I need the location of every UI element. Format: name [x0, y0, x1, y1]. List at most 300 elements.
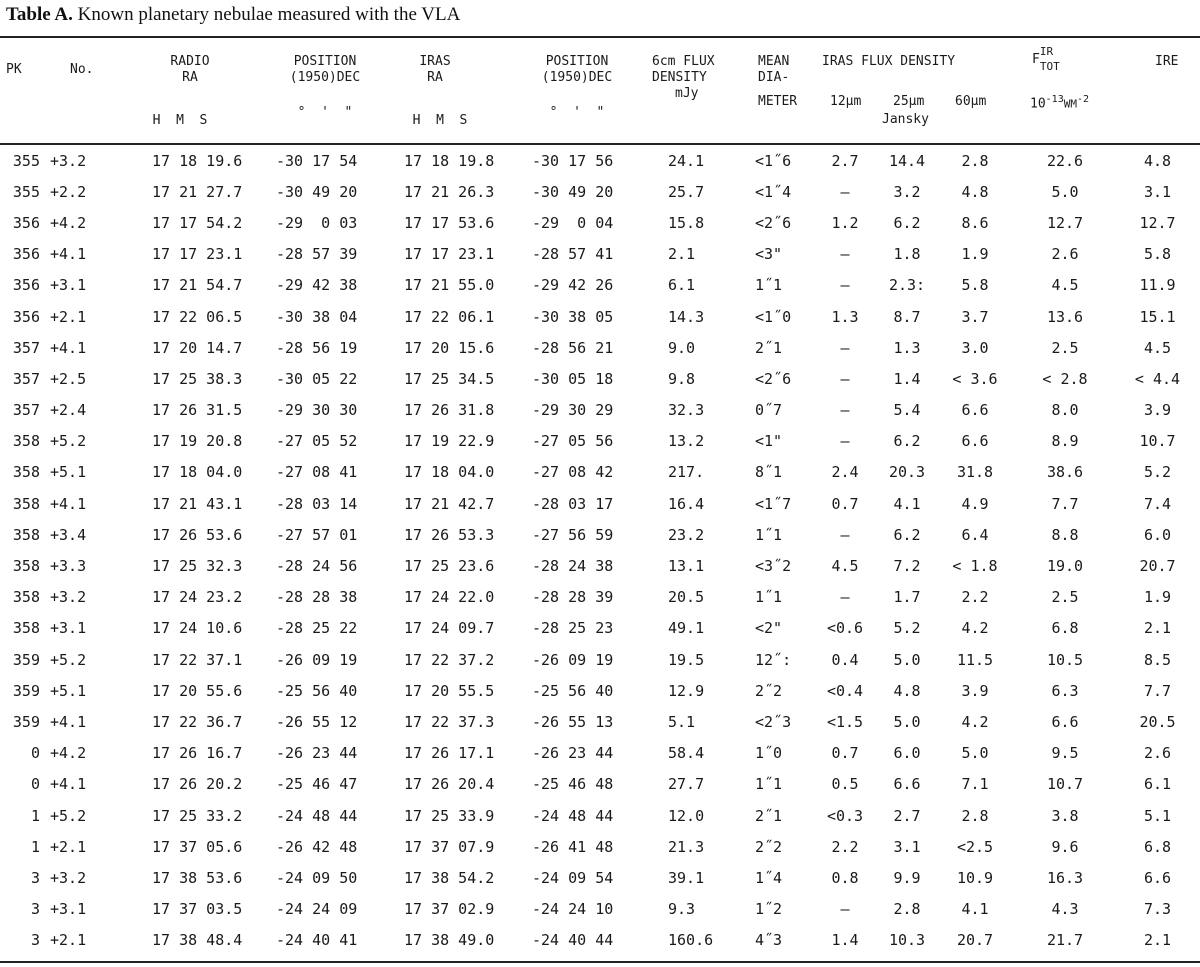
header-dia-3: METER [758, 94, 798, 109]
cell-ire: 6.8 [1143, 837, 1172, 856]
header-12um: 12μm [830, 94, 862, 109]
cell-pk: 0 [30, 744, 40, 763]
cell-flux-60um: 2.8 [961, 806, 989, 825]
cell-pk: 358 [12, 588, 40, 607]
cell-radio-ra: 17 20 55.6 [152, 681, 243, 700]
cell-ire: 11.9 [1139, 276, 1176, 295]
cell-iras-ra: 17 19 22.9 [404, 432, 495, 451]
cell-flux-25um: 8.7 [893, 307, 921, 326]
cell-number: +3.2 [50, 588, 87, 607]
header-ftot-unit-wm: WM [1063, 97, 1077, 111]
cell-ftot: 4.5 [1051, 276, 1079, 295]
cell-diameter: 1˝1 [755, 588, 783, 607]
table-row [0, 862, 1200, 893]
cell-ftot: 10.5 [1046, 650, 1084, 669]
cell-radio-ra: 17 17 23.1 [152, 245, 243, 264]
cell-radio-dec: -28 28 38 [276, 588, 358, 607]
cell-flux-12um: – [840, 276, 850, 295]
cell-pk: 359 [12, 650, 40, 669]
cell-flux-12um: 0.7 [831, 494, 859, 513]
cell-diameter: 2˝1 [755, 338, 783, 357]
cell-flux-12um: – [840, 401, 850, 420]
cell-ftot: 38.6 [1046, 463, 1084, 482]
cell-radio-ra: 17 18 04.0 [152, 463, 243, 482]
header-ftot-sup: IR [1039, 45, 1054, 58]
cell-flux-25um: 6.2 [893, 213, 921, 232]
cell-iras-dec: -26 55 13 [532, 712, 614, 731]
header-pk: PK [6, 62, 22, 77]
header-iras-units: H M S [412, 113, 468, 128]
cell-flux-60um: < 3.6 [952, 369, 998, 388]
cell-radio-ra: 17 21 27.7 [152, 182, 243, 201]
cell-iras-ra: 17 22 37.2 [404, 650, 495, 669]
cell-ire: 20.5 [1139, 712, 1176, 731]
cell-iras-dec: -30 38 05 [532, 307, 614, 326]
header-pos2-1: POSITION [545, 54, 609, 69]
table-row [0, 675, 1200, 706]
cell-flux-60um: 4.8 [961, 182, 989, 201]
cell-flux-25um: 1.3 [893, 338, 921, 357]
cell-flux-60um: <2.5 [956, 837, 994, 856]
cell-diameter: 1˝1 [755, 775, 783, 794]
cell-iras-dec: -28 57 41 [532, 245, 614, 264]
cell-ire: 7.3 [1143, 900, 1172, 919]
cell-flux-12um: – [840, 525, 850, 544]
cell-iras-dec: -24 09 54 [532, 868, 614, 887]
cell-flux-25um: 9.9 [893, 868, 921, 887]
cell-ire: 6.6 [1143, 868, 1172, 887]
cell-iras-ra: 17 17 53.6 [404, 213, 495, 232]
cell-flux-12um: 1.2 [831, 213, 859, 232]
cell-flux-25um: 20.3 [888, 463, 926, 482]
cell-radio-ra: 17 22 37.1 [152, 650, 243, 669]
cell-diameter: <2" [755, 619, 783, 638]
cell-ftot: 7.7 [1051, 494, 1079, 513]
cell-diameter: 12˝: [755, 650, 792, 669]
cell-radio-dec: -25 56 40 [276, 681, 358, 700]
cell-radio-dec: -24 40 41 [276, 931, 358, 950]
cell-iras-dec: -29 30 29 [532, 401, 614, 420]
cell-iras-dec: -30 05 18 [532, 369, 614, 388]
header-radio-units: H M S [152, 113, 208, 128]
cell-radio-ra: 17 26 31.5 [152, 401, 243, 420]
cell-flux-12um: <0.6 [826, 619, 864, 638]
cell-number: +3.1 [50, 276, 87, 295]
cell-6cm-flux: 20.5 [668, 588, 705, 607]
header-no: No. [70, 62, 94, 77]
cell-flux-60um: 5.0 [961, 744, 989, 763]
table-row [0, 332, 1200, 363]
top-rule [0, 36, 1200, 38]
cell-pk: 358 [12, 525, 40, 544]
table-row [0, 550, 1200, 581]
cell-radio-dec: -26 09 19 [276, 650, 358, 669]
cell-flux-60um: 6.6 [961, 432, 989, 451]
table-caption [6, 4, 460, 26]
cell-pk: 358 [12, 494, 40, 513]
cell-pk: 356 [12, 213, 40, 232]
cell-radio-dec: -27 05 52 [276, 432, 358, 451]
cell-diameter: 8˝1 [755, 463, 783, 482]
cell-pk: 1 [30, 806, 40, 825]
cell-flux-12um: – [840, 245, 850, 264]
cell-flux-12um: 4.5 [831, 557, 859, 576]
cell-ftot: 9.6 [1051, 837, 1079, 856]
cell-ire: 7.4 [1143, 494, 1172, 513]
cell-number: +5.2 [50, 432, 87, 451]
cell-flux-60um: 3.9 [961, 681, 989, 700]
cell-radio-dec: -29 42 38 [276, 276, 358, 295]
cell-flux-12um: <0.3 [826, 806, 864, 825]
cell-ire: 5.1 [1143, 806, 1172, 825]
table-row [0, 270, 1200, 301]
cell-diameter: <2˝6 [755, 369, 792, 388]
cell-diameter: 0˝7 [755, 401, 783, 420]
table-row [0, 239, 1200, 270]
cell-radio-dec: -30 17 54 [276, 151, 358, 170]
cell-radio-ra: 17 26 53.6 [152, 525, 243, 544]
cell-radio-ra: 17 19 20.8 [152, 432, 243, 451]
cell-ire: 3.9 [1143, 401, 1172, 420]
cell-diameter: <1˝4 [755, 182, 792, 201]
cell-ftot: 21.7 [1046, 931, 1084, 950]
cell-iras-ra: 17 26 17.1 [404, 744, 495, 763]
cell-6cm-flux: 13.1 [668, 557, 705, 576]
cell-iras-dec: -24 24 10 [532, 900, 614, 919]
cell-diameter: 1˝2 [755, 900, 783, 919]
header-ftot-units [1030, 92, 1089, 112]
cell-number: +2.5 [50, 369, 87, 388]
cell-diameter: <3˝2 [755, 557, 792, 576]
cell-radio-ra: 17 37 05.6 [152, 837, 243, 856]
cell-ftot: 13.6 [1046, 307, 1084, 326]
cell-flux-60um: 4.2 [961, 712, 989, 731]
cell-flux-12um: 1.3 [831, 307, 859, 326]
header-ftot [1032, 45, 1060, 74]
cell-diameter: <2˝3 [755, 712, 792, 731]
cell-radio-dec: -29 30 30 [276, 401, 358, 420]
cell-number: +3.4 [50, 525, 87, 544]
cell-flux-12um: – [840, 182, 850, 201]
cell-flux-60um: 7.1 [961, 775, 989, 794]
cell-iras-ra: 17 37 07.9 [404, 837, 495, 856]
cell-number: +4.1 [50, 245, 87, 264]
header-flux-1: 6cm FLUX [652, 54, 715, 69]
cell-iras-dec: -28 24 38 [532, 557, 614, 576]
cell-flux-60um: 6.6 [961, 401, 989, 420]
table-row [0, 426, 1200, 457]
header-ftot-unit-base: 10 [1030, 96, 1046, 112]
cell-flux-12um: 1.4 [831, 931, 859, 950]
cell-iras-dec: -26 41 48 [532, 837, 614, 856]
cell-6cm-flux: 32.3 [668, 401, 705, 420]
cell-pk: 357 [12, 338, 40, 357]
cell-6cm-flux: 9.3 [668, 900, 696, 919]
cell-iras-dec: -27 56 59 [532, 525, 614, 544]
cell-radio-ra: 17 17 54.2 [152, 213, 243, 232]
cell-diameter: 2˝1 [755, 806, 783, 825]
cell-radio-ra: 17 26 20.2 [152, 775, 243, 794]
header-dia-1: MEAN [758, 54, 790, 69]
header-ftot-sub: TOT [1039, 60, 1060, 73]
header-ftot-unit-exp2: -2 [1076, 94, 1090, 105]
cell-ftot: 5.0 [1051, 182, 1079, 201]
cell-ire: 6.0 [1143, 525, 1172, 544]
data-table [0, 145, 1200, 956]
cell-number: +2.1 [50, 837, 87, 856]
table-row [0, 738, 1200, 769]
cell-flux-60um: 1.9 [961, 245, 989, 264]
cell-diameter: 1˝1 [755, 525, 783, 544]
header-dia-2: DIA- [758, 70, 790, 85]
cell-ftot: 8.0 [1051, 401, 1079, 420]
cell-flux-25um: 5.4 [893, 401, 921, 420]
cell-radio-dec: -29 0 03 [276, 213, 358, 232]
cell-iras-dec: -30 17 56 [532, 151, 614, 170]
cell-flux-12um: – [840, 588, 850, 607]
caption-text: Known planetary nebulae measured with the VLA [77, 4, 461, 25]
cell-flux-60um: 2.2 [961, 588, 989, 607]
cell-radio-dec: -28 57 39 [276, 245, 358, 264]
cell-iras-ra: 17 25 33.9 [404, 806, 495, 825]
cell-iras-ra: 17 18 19.8 [404, 151, 495, 170]
cell-iras-dec: -25 46 48 [532, 775, 614, 794]
cell-iras-dec: -24 48 44 [532, 806, 614, 825]
cell-number: +2.2 [50, 182, 87, 201]
cell-flux-12um: – [840, 900, 850, 919]
cell-flux-25um: 2.3: [888, 276, 926, 295]
cell-flux-25um: 6.2 [893, 432, 921, 451]
cell-iras-ra: 17 21 42.7 [404, 494, 495, 513]
table-row [0, 800, 1200, 831]
cell-iras-ra: 17 26 53.3 [404, 525, 495, 544]
cell-pk: 358 [12, 557, 40, 576]
cell-flux-60um: < 1.8 [952, 557, 998, 576]
cell-radio-dec: -24 48 44 [276, 806, 358, 825]
cell-pk: 359 [12, 681, 40, 700]
cell-ftot: < 2.8 [1042, 369, 1088, 388]
cell-iras-dec: -26 23 44 [532, 744, 614, 763]
cell-flux-25um: 7.2 [893, 557, 921, 576]
cell-ftot: 8.9 [1051, 432, 1079, 451]
header-iras-flux: IRAS FLUX DENSITY [822, 54, 956, 69]
cell-flux-25um: 3.1 [893, 837, 921, 856]
cell-diameter: <1˝6 [755, 151, 792, 170]
cell-flux-25um: 6.2 [893, 525, 921, 544]
cell-iras-dec: -27 08 42 [532, 463, 614, 482]
cell-diameter: <2˝6 [755, 213, 792, 232]
cell-ftot: 10.7 [1046, 775, 1084, 794]
cell-6cm-flux: 160.6 [668, 931, 714, 950]
cell-diameter: <1˝0 [755, 307, 792, 326]
cell-ire: 12.7 [1139, 213, 1176, 232]
cell-flux-12um: <1.5 [826, 712, 864, 731]
cell-ftot: 2.5 [1051, 338, 1079, 357]
table-row [0, 769, 1200, 800]
cell-iras-dec: -28 03 17 [532, 494, 614, 513]
cell-flux-12um: – [840, 338, 850, 357]
cell-ire: 7.7 [1143, 681, 1172, 700]
cell-6cm-flux: 19.5 [668, 650, 705, 669]
cell-ftot: 16.3 [1046, 868, 1084, 887]
table-row [0, 644, 1200, 675]
cell-number: +4.2 [50, 744, 87, 763]
cell-iras-dec: -28 28 39 [532, 588, 614, 607]
cell-radio-dec: -26 55 12 [276, 712, 358, 731]
cell-flux-25um: 1.4 [893, 369, 921, 388]
cell-radio-dec: -26 42 48 [276, 837, 358, 856]
cell-iras-ra: 17 26 20.4 [404, 775, 495, 794]
cell-flux-12um: 0.4 [831, 650, 859, 669]
cell-iras-dec: -26 09 19 [532, 650, 614, 669]
cell-iras-ra: 17 17 23.1 [404, 245, 495, 264]
header-radio-2: RA [182, 70, 198, 85]
cell-flux-12um: – [840, 432, 850, 451]
cell-number: +2.1 [50, 931, 87, 950]
table-row [0, 925, 1200, 956]
cell-pk: 1 [30, 837, 40, 856]
header-iras-1: IRAS [419, 54, 451, 69]
cell-6cm-flux: 58.4 [668, 744, 705, 763]
cell-6cm-flux: 15.8 [668, 213, 705, 232]
cell-flux-25um: 10.3 [888, 931, 926, 950]
cell-radio-dec: -24 09 50 [276, 868, 358, 887]
cell-flux-25um: 3.2 [893, 182, 921, 201]
cell-iras-ra: 17 20 55.5 [404, 681, 495, 700]
cell-pk: 358 [12, 619, 40, 638]
cell-pk: 358 [12, 463, 40, 482]
cell-radio-ra: 17 38 48.4 [152, 931, 243, 950]
cell-number: +2.4 [50, 401, 87, 420]
cell-iras-ra: 17 38 54.2 [404, 868, 495, 887]
table-row [0, 706, 1200, 737]
cell-ire: 2.6 [1143, 744, 1172, 763]
cell-number: +5.2 [50, 806, 87, 825]
cell-ire: 1.9 [1143, 588, 1172, 607]
cell-flux-12um: 0.5 [831, 775, 859, 794]
cell-ire: 2.1 [1143, 931, 1172, 950]
cell-ire: 5.8 [1143, 245, 1172, 264]
cell-ire: 10.7 [1139, 432, 1176, 451]
cell-ftot: 19.0 [1046, 557, 1084, 576]
cell-6cm-flux: 21.3 [668, 837, 705, 856]
cell-number: +5.1 [50, 463, 87, 482]
cell-flux-25um: 4.8 [893, 681, 921, 700]
cell-flux-25um: 2.8 [893, 900, 921, 919]
table-row [0, 582, 1200, 613]
cell-pk: 357 [12, 401, 40, 420]
cell-number: +3.1 [50, 900, 87, 919]
cell-pk: 3 [30, 868, 40, 887]
cell-pk: 3 [30, 900, 40, 919]
cell-6cm-flux: 27.7 [668, 775, 705, 794]
cell-radio-dec: -25 46 47 [276, 775, 358, 794]
cell-6cm-flux: 5.1 [668, 712, 696, 731]
cell-radio-dec: -28 56 19 [276, 338, 358, 357]
cell-flux-60um: 4.2 [961, 619, 989, 638]
cell-pk: 358 [12, 432, 40, 451]
cell-diameter: <1˝7 [755, 494, 792, 513]
cell-radio-ra: 17 24 23.2 [152, 588, 243, 607]
cell-flux-60um: 20.7 [956, 931, 994, 950]
cell-flux-60um: 11.5 [956, 650, 994, 669]
cell-ire: 6.1 [1143, 775, 1172, 794]
cell-radio-ra: 17 24 10.6 [152, 619, 243, 638]
cell-6cm-flux: 25.7 [668, 182, 705, 201]
cell-6cm-flux: 49.1 [668, 619, 705, 638]
cell-iras-ra: 17 21 55.0 [404, 276, 495, 295]
cell-6cm-flux: 14.3 [668, 307, 705, 326]
cell-diameter: <3" [755, 245, 783, 264]
cell-number: +2.1 [50, 307, 87, 326]
table-row [0, 831, 1200, 862]
cell-number: +4.2 [50, 213, 87, 232]
table-row [0, 363, 1200, 394]
cell-radio-dec: -26 23 44 [276, 744, 358, 763]
cell-flux-25um: 5.0 [893, 650, 921, 669]
header-pos1-units: ° ' " [297, 105, 353, 120]
cell-6cm-flux: 24.1 [668, 151, 705, 170]
cell-radio-ra: 17 21 43.1 [152, 494, 243, 513]
cell-flux-25um: 14.4 [888, 151, 926, 170]
cell-radio-ra: 17 22 06.5 [152, 307, 243, 326]
cell-iras-dec: -28 56 21 [532, 338, 614, 357]
cell-radio-dec: -30 38 04 [276, 307, 358, 326]
cell-pk: 357 [12, 369, 40, 388]
cell-flux-60um: 3.0 [961, 338, 989, 357]
cell-radio-dec: -30 05 22 [276, 369, 358, 388]
header-ftot-f: F [1032, 52, 1040, 67]
cell-radio-ra: 17 38 53.6 [152, 868, 243, 887]
cell-6cm-flux: 16.4 [668, 494, 705, 513]
cell-6cm-flux: 9.0 [668, 338, 696, 357]
header-ire: IRE [1155, 54, 1179, 69]
cell-pk: 3 [30, 931, 40, 950]
cell-radio-ra: 17 26 16.7 [152, 744, 243, 763]
cell-diameter: 4˝3 [755, 931, 783, 950]
cell-iras-ra: 17 20 15.6 [404, 338, 495, 357]
cell-flux-12um: 2.2 [831, 837, 859, 856]
cell-radio-dec: -27 57 01 [276, 525, 358, 544]
cell-number: +5.1 [50, 681, 87, 700]
cell-6cm-flux: 39.1 [668, 868, 705, 887]
cell-flux-60um: 10.9 [956, 868, 994, 887]
cell-6cm-flux: 6.1 [668, 276, 696, 295]
cell-flux-25um: 4.1 [893, 494, 921, 513]
cell-radio-dec: -28 03 14 [276, 494, 358, 513]
cell-diameter: 1˝0 [755, 744, 783, 763]
table-row [0, 519, 1200, 550]
cell-number: +4.1 [50, 494, 87, 513]
cell-iras-ra: 17 22 37.3 [404, 712, 495, 731]
cell-flux-25um: 2.7 [893, 806, 921, 825]
cell-radio-ra: 17 25 38.3 [152, 369, 243, 388]
cell-flux-25um: 6.6 [893, 775, 921, 794]
header-pos1-2: (1950)DEC [289, 70, 361, 85]
cell-iras-ra: 17 37 02.9 [404, 900, 495, 919]
header-25um: 25μm [893, 94, 925, 109]
cell-radio-dec: -30 49 20 [276, 182, 358, 201]
cell-6cm-flux: 2.1 [668, 245, 696, 264]
cell-6cm-flux: 13.2 [668, 432, 705, 451]
cell-iras-ra: 17 25 23.6 [404, 557, 495, 576]
cell-flux-60um: 6.4 [961, 525, 989, 544]
cell-iras-ra: 17 18 04.0 [404, 463, 495, 482]
cell-number: +4.1 [50, 712, 87, 731]
cell-iras-ra: 17 38 49.0 [404, 931, 495, 950]
cell-radio-dec: -27 08 41 [276, 463, 358, 482]
cell-number: +3.3 [50, 557, 87, 576]
